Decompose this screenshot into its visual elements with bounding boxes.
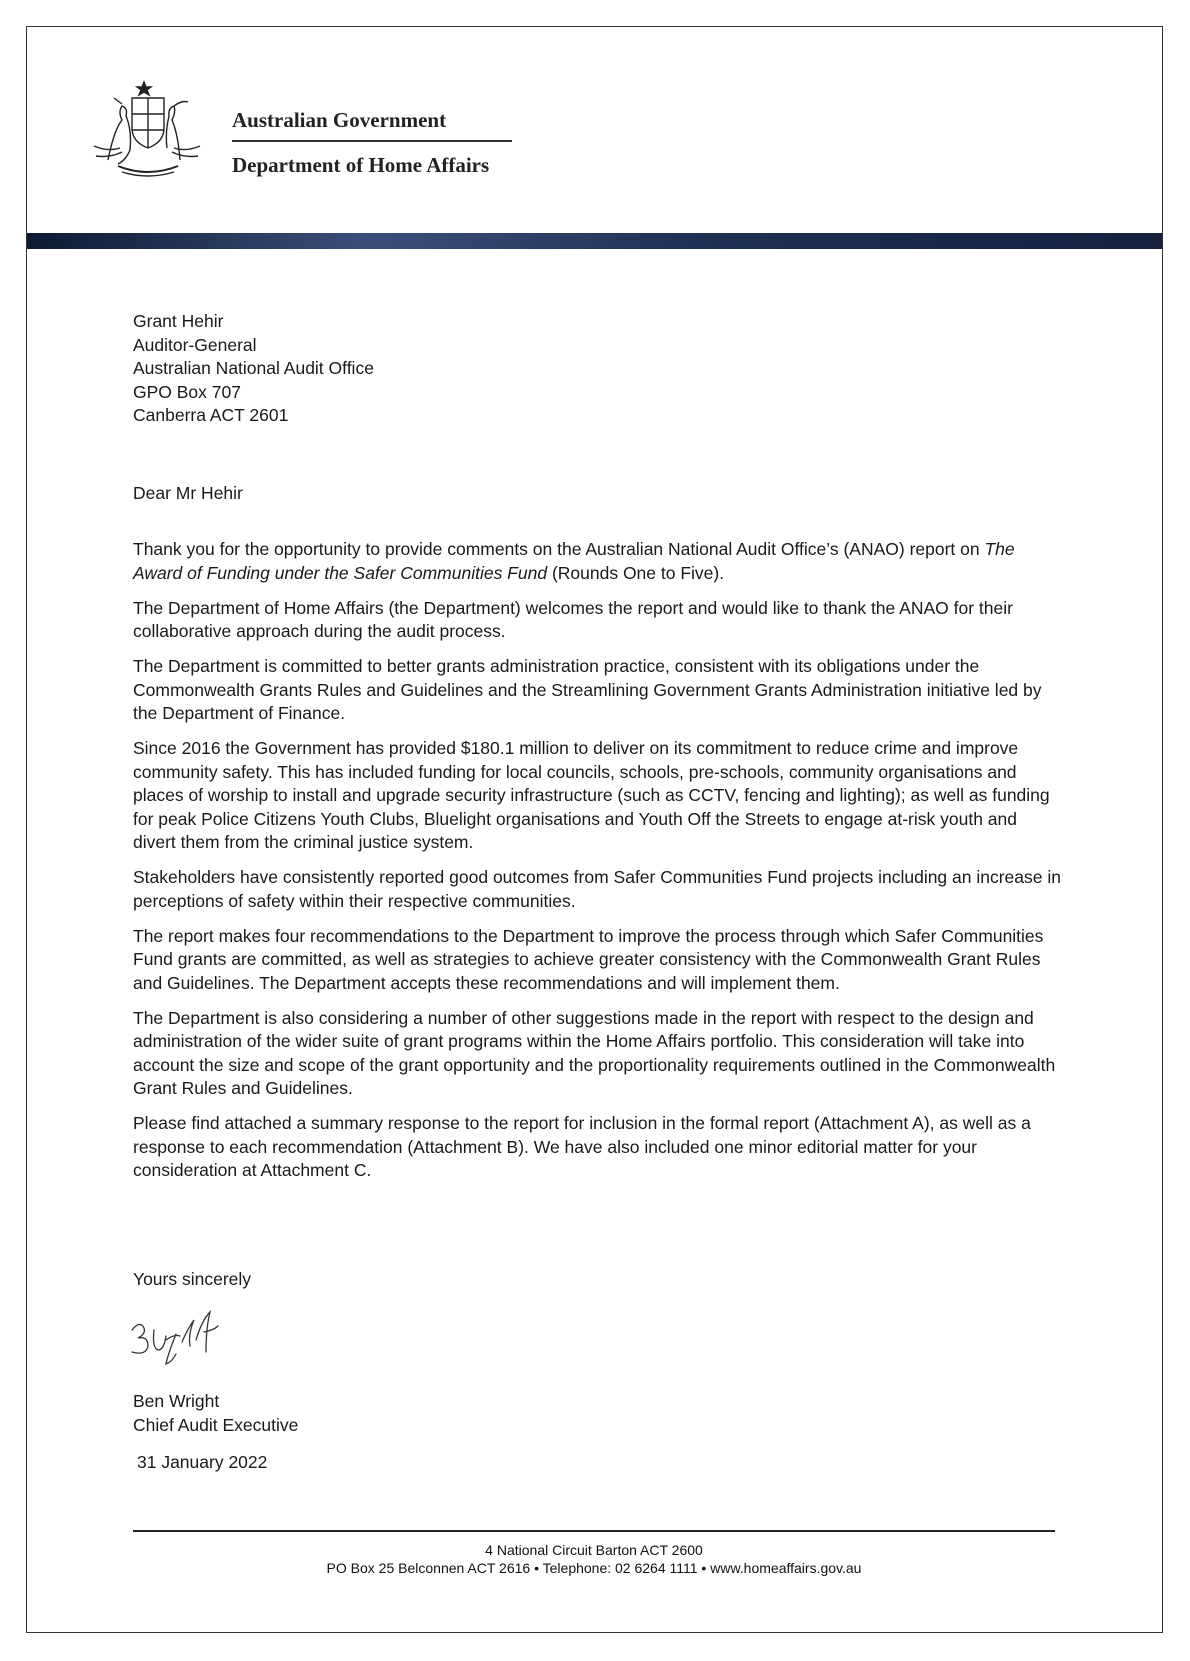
letter-date: 31 January 2022 — [137, 1452, 268, 1472]
paragraph-4: Since 2016 the Government has provided $180.1 million to deliver on its commitment to reduce crime and improve community safety. This has included funding for local councils, schools, pre-schools, community organisations and places of worship to install and upgrade security infrastructure (such as CCTV, fencing and lighting); as well as funding for peak Police Citizens Youth Clubs, Bluelight organisations and Youth Off the Streets to engage at-risk youth and divert them from the criminal justice system. — [133, 738, 1050, 852]
letter-body — [133, 538, 1063, 1194]
recipient-title: Auditor-General — [133, 334, 257, 355]
recipient-organisation: Australian National Audit Office — [133, 358, 374, 378]
recipient-city: Canberra ACT 2601 — [133, 405, 289, 425]
paragraph-5: Stakeholders have consistently reported good outcomes from Safer Communities Fund projects including an increase in perceptions of safety within their respective communities. — [133, 867, 1061, 911]
paragraph-7: The Department is also considering a number of other suggestions made in the report with respect to the design and administration of the wider suite of grant programs within the Home Affairs portfolio. This consideration will take into account the size and scope of the grant opportunity and the proportionality requirements outlined in the Commonwealth Grant Rules and Guidelines. — [133, 1007, 1056, 1098]
recipient-name: Grant Hehir — [133, 311, 224, 331]
paragraph-2: The Department of Home Affairs (the Department) welcomes the report and would like to thank the ANAO for their collaborative approach during the audit process. — [133, 597, 1013, 641]
recipient-postal: GPO Box 707 — [133, 381, 241, 402]
footer-contact: PO Box 25 Belconnen ACT 2616 • Telephone: 02 6264 1111 • www.homeaffairs.gov.au — [326, 1560, 862, 1576]
paragraph-6: The report makes four recommendations to the Department to improve the process through which Safer Communities Fund grants are committed, as well as strategies to achieve greater consistency with the Commonwealth Grant Rules and Guidelines. The Department accepts these recommendations and will implement them. — [133, 925, 1044, 993]
government-name: Australian Government — [232, 108, 447, 132]
department-name: Department of Home Affairs — [232, 153, 490, 177]
signer-title: Chief Audit Executive — [133, 1414, 299, 1435]
paragraph-1: Thank you for the opportunity to provide comments on the Australian National Audit Office’s (ANAO) report on The Award of Funding under the Safer Communities Fund (Rounds One to Five). — [133, 539, 1015, 583]
signature-icon — [126, 1300, 236, 1372]
recipient-address — [133, 310, 374, 428]
footer-address: 4 National Circuit Barton ACT 2600 — [485, 1542, 703, 1558]
footer — [133, 1541, 1055, 1577]
signer-name: Ben Wright — [133, 1391, 220, 1411]
report-title: The Award of Funding under the Safer Communities Fund — [133, 539, 1015, 583]
footer-divider — [133, 1530, 1055, 1532]
letterhead-band — [27, 233, 1162, 249]
salutation: Dear Mr Hehir — [133, 483, 243, 503]
closing: Yours sincerely — [133, 1269, 252, 1289]
coat-of-arms-icon — [88, 76, 208, 184]
signer-block — [133, 1390, 298, 1437]
paragraph-3: The Department is committed to better grants administration practice, consistent with its obligations under the Commonwealth Grants Rules and Guidelines and the Streamlining Government Grants Administration initiative led by the Department of Finance. — [133, 656, 1042, 723]
paragraph-8: Please find attached a summary response to the report for inclusion in the formal report (Attachment A), as well as a response to each recommendation (Attachment B). We have also included one minor editorial matter for your consideration at Attachment C. — [133, 1113, 1031, 1180]
letterhead-divider — [232, 140, 512, 142]
